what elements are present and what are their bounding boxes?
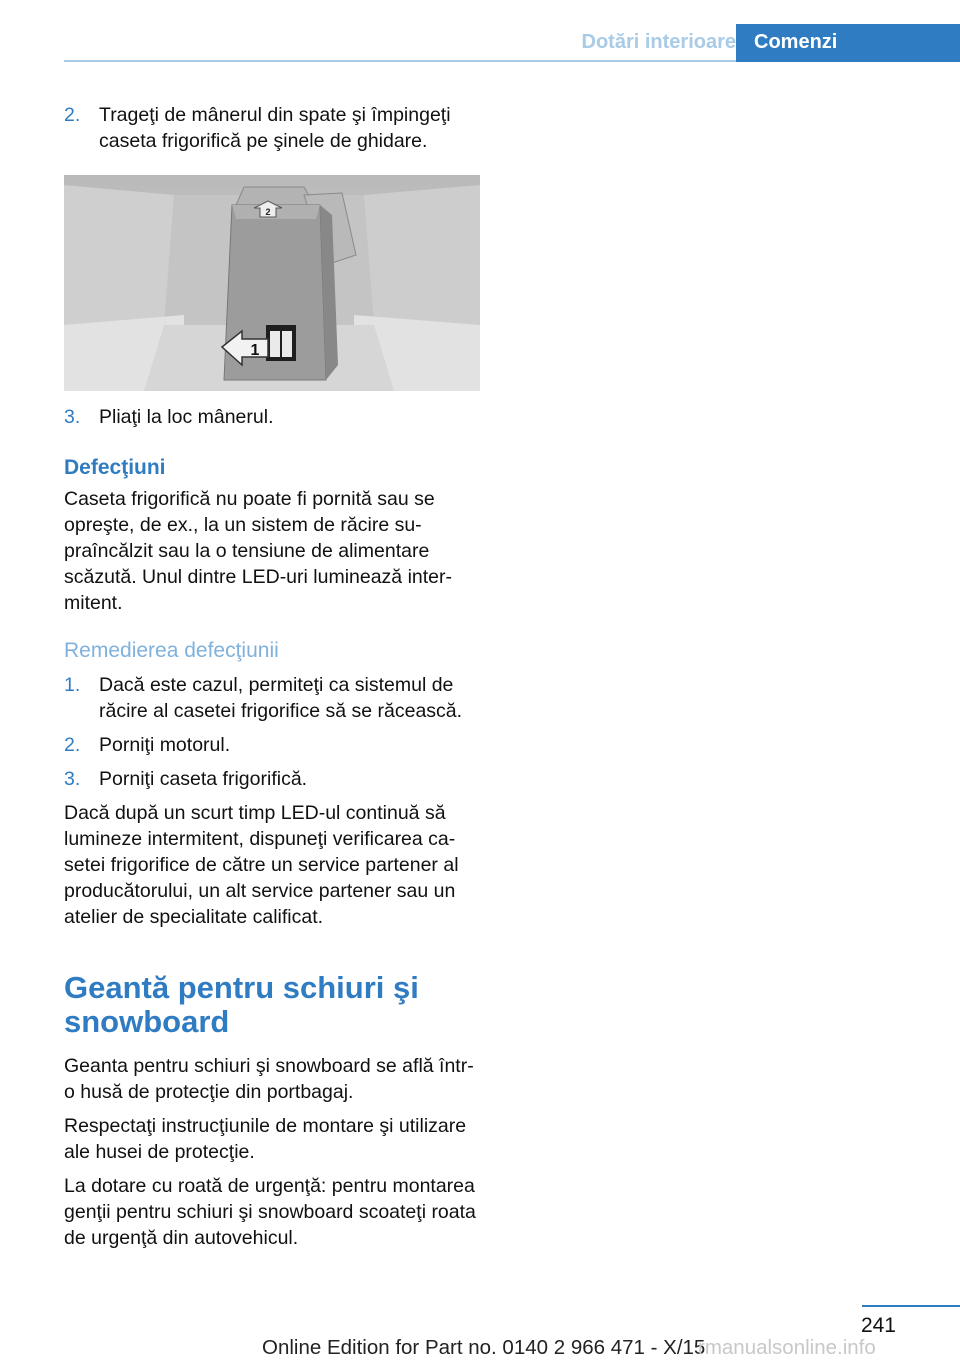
step-text: Porniţi motorul. [99, 734, 231, 756]
step-item [64, 102, 482, 154]
chapter-tab [736, 24, 960, 62]
edition-line: Online Edition for Part no. 0140 2 966 471 - X/15 [262, 1336, 706, 1359]
step-text: Pliaţi la loc mânerul. [99, 406, 274, 428]
remedy-heading: Remedierea defecţiunii [64, 639, 279, 662]
cool-box-illustration [64, 175, 480, 391]
step-number: 3. [64, 768, 81, 790]
ski-bag-paragraph: Geanta pentru schiuri şi snowboard se află într-o husă de protecţie din portbagaj. [64, 1055, 474, 1103]
step-text: Porniţi caseta frigorifică. [99, 768, 308, 790]
ski-bag-paragraph: Respectaţi instrucţiunile de montare şi utilizare ale husei de protecţie. [64, 1115, 467, 1163]
figure-label-1: 1 [250, 342, 260, 359]
faults-heading: Defecţiuni [64, 456, 166, 479]
footer-rule [862, 1305, 960, 1307]
content-column [64, 102, 482, 1251]
step-number: 1. [64, 674, 81, 696]
remedy-step [64, 672, 482, 724]
remedy-step [64, 732, 482, 758]
page-number: 241 [860, 1314, 896, 1337]
step-text: Dacă este cazul, permiteţi ca sistemul de răcire al casetei frigorifice să se răcească. [99, 674, 463, 722]
remedy-step [64, 766, 482, 792]
figure-label-2: 2 [265, 207, 271, 217]
watermark: rmanualsonline.info [698, 1336, 876, 1359]
ski-bag-heading: Geantă pentru schiuri şi snowboard [64, 970, 419, 1039]
remedy-note: Dacă după un scurt timp LED-ul continuă să lumineze intermitent, dispuneţi verificarea casetei frigorifice de către un service partener al producătorului, un alt service partener sau un atelier de specialitate calificat. [64, 802, 459, 928]
step-text: Trageţi de mânerul din spate şi împingeţi caseta frigorifică pe şinele de ghidare. [99, 104, 451, 152]
section-title: Dotări interioare [581, 31, 736, 53]
step-item [64, 404, 482, 430]
step-number: 2. [64, 104, 81, 126]
header-rule [64, 60, 736, 62]
chapter-tab-label: Comenzi [754, 31, 838, 53]
faults-text: Caseta frigorifică nu poate fi pornită sau se opreşte, de ex., la un sistem de răcire supraîncălzit sau la o tensiune de alimentare scăzută. Unul dintre LED-uri luminează intermitent. [64, 488, 453, 614]
step-number: 3. [64, 406, 81, 428]
ski-bag-paragraph: La dotare cu roată de urgenţă: pentru montarea genţii pentru schiuri şi snowboard scoateţi roata de urgenţă din autovehicul. [64, 1175, 476, 1249]
step-number: 2. [64, 734, 81, 756]
